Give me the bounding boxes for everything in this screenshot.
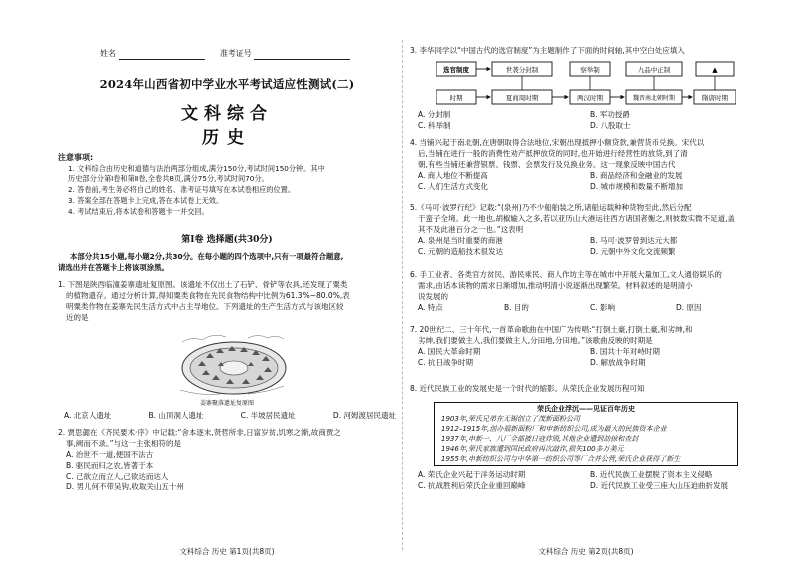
timeline-cell: 魏晋南北朝时期 <box>632 95 676 102</box>
question-line: 劣绅,我们要做主人,我们要做主人,分田地,分田地。”该歌曲反映的时期是 <box>418 335 653 345</box>
question-line: 后,当铺在进行一般的消费性劝产抵押放贷的同时,也开始进行经营性的放贷,到了清 <box>418 148 688 158</box>
timeline-blank-marker: ▲ <box>712 66 718 74</box>
rong-enterprise-timeline-box <box>434 402 738 466</box>
timeline-cell: 九品中正制 <box>637 66 671 74</box>
notes-item: 4. 考试结束后,将本试卷和答题卡一并交回。 <box>68 206 209 216</box>
option-a[interactable]: A. 国民大革命时期 <box>418 346 481 356</box>
option-a[interactable]: A. 特点 <box>418 302 443 312</box>
intro-line: 本部分共15小题,每小题2分,共30分。在每小题的四个选项中,只有一项最符合题意, <box>70 252 344 261</box>
option-b[interactable]: B. 国共十年对峙时期 <box>590 346 660 356</box>
option-c[interactable]: C. 半坡居民遗址 <box>240 411 296 420</box>
option-b[interactable]: B. 军功授爵 <box>590 110 630 119</box>
question-line: 4. 当铺兴起于南北朝,在唐朝取得合法地位,宋朝出现抵押小额贷款,兼营货币兑换。宋代以 <box>410 138 705 147</box>
question-line: 的植物遗存。通过分析计算,得知粟类食物在先民食物结构中比例为61.3%~80.0%,表 <box>66 290 350 300</box>
notes-heading: 注意事项: <box>58 153 94 162</box>
section-title: 第Ⅰ卷 选择题(共30分) <box>181 235 273 245</box>
exam-id-label: 准考证号 <box>219 49 252 58</box>
option-d[interactable]: D. 河姆渡居民遗址 <box>332 411 396 420</box>
question-3-options <box>410 110 762 132</box>
option-d[interactable]: D. 原因 <box>676 302 702 312</box>
option-a[interactable]: A. 泉州是当时重要的商港 <box>418 235 503 245</box>
question-line: 明粟类作物在姜寨先民生活方式中占主导地位。下列遗址的生产生活方式与该地区较 <box>66 301 344 311</box>
question-8-options <box>410 470 762 492</box>
option-c[interactable]: C. 元朝的造船技术很发达 <box>418 246 504 256</box>
box-line: 1946年,荣氏家族遭到国民政府再次敲诈,损失100多万美元 <box>441 444 624 453</box>
jiangzhai-settlement-illustration <box>178 330 288 398</box>
question-2 <box>58 428 396 493</box>
notes-item: 历史部分分第Ⅰ卷和第Ⅱ卷,全卷共8页,满分75分,考试时间70分。 <box>68 174 269 184</box>
column-divider <box>402 40 404 550</box>
option-b[interactable]: B. 目的 <box>504 302 529 312</box>
name-label: 姓名 <box>100 49 116 58</box>
question-line: 说发展的 <box>418 291 448 301</box>
option-b[interactable]: B. 山顶洞人遗址 <box>148 411 204 420</box>
option-c[interactable]: C. 抗战胜利后荣氏企业重回巅峰 <box>418 480 526 490</box>
question-line: 其不及此港百分之一也。”这表明 <box>418 224 524 234</box>
option-d[interactable]: D. 解放战争时期 <box>590 357 646 367</box>
option-a[interactable]: A. 北京人遗址 <box>64 411 112 420</box>
question-line: 7. 20世纪二、三十年代,一首革命歌曲在中国广为传唱:“打倒土豪,打倒土豪,和劣绅,和 <box>410 325 693 334</box>
option-c[interactable]: C. 己欲立而立人,己欲达而达人 <box>66 471 169 481</box>
candidate-info-row <box>100 48 350 60</box>
option-b[interactable]: B. 驱民而归之农,皆著于本 <box>66 460 154 470</box>
option-d[interactable]: D. 男儿何不带吴钩,收取关山五十州 <box>66 482 184 492</box>
option-d[interactable]: D. 近代民族工业受三座大山压迫曲折发展 <box>590 480 729 490</box>
timeline-label: 时期 <box>449 94 463 102</box>
question-line: 近的是 <box>66 312 89 322</box>
question-line: 5.《马可·波罗行纪》记载:“(泉州)乃不少船舶装之所,诸船运载种种货物至此,然后分配 <box>410 203 692 212</box>
option-c[interactable]: C. 科举制 <box>418 120 451 130</box>
subject-title: 文科综合 <box>181 104 273 124</box>
notes-section <box>58 152 396 218</box>
question-line: 6. 手工业者、各类官方贫民、游民乘民、商人作坊主等在城市中开展大量加工,文人通俗娱乐的 <box>410 270 722 279</box>
box-line: 1937年,申新一、八厂全部被日寇炸毁,其他企业遭到劫掠和查封 <box>441 434 639 443</box>
question-line: 1. 下图是陕西临潼姜寨遗址复原图。该遗址不仅出土了石铲、骨铲等农具,还发现了粟类 <box>58 280 348 289</box>
question-7 <box>410 325 762 369</box>
intro-line: 请选出并在答题卡上将该项涂黑。 <box>58 262 169 272</box>
question-1-options <box>64 411 396 422</box>
notes-item: 1. 文科综合由历史和道德与法治两部分组成,满分150分,考试时间150分钟。其中 <box>68 163 325 173</box>
option-d[interactable]: D. 元朝中外文化交流频繁 <box>590 246 676 256</box>
timeline-row-1 <box>436 62 734 76</box>
question-5 <box>410 203 762 257</box>
notes-item: 2. 答卷前,考生务必将自己的姓名、准考证号填写在本试卷相应的位置。 <box>68 185 296 195</box>
page-footer: 文科综合 历史 第1页(共8页) <box>179 547 275 556</box>
timeline-cell: 隋唐时期 <box>702 94 728 102</box>
exam-id-field[interactable] <box>254 50 350 60</box>
question-line: 8. 近代民族工业的发展史是一个时代的缩影。从荣氏企业发展历程可知 <box>410 384 645 393</box>
option-a[interactable]: A. 商人地位不断提高 <box>418 170 488 180</box>
question-8 <box>410 384 762 395</box>
subject-subtitle: 历史 <box>202 128 252 148</box>
timeline-row-2 <box>436 90 736 104</box>
figure-caption: 姜寨聚落遗址复原图 <box>199 400 254 407</box>
exam-title: 2024年山西省初中学业水平考试适应性测试(二) <box>99 77 355 91</box>
option-a[interactable]: A. 治世不一道,便国不法古 <box>66 449 154 459</box>
question-line: 3. 李华同学以“中国古代的选官制度”为主题制作了下面的时间轴,其中空白处应填入 <box>410 46 685 55</box>
question-line: 朝,有些当铺还兼营银票、钱票、会票发行及兑换业务。这一现象反映中国古代 <box>418 159 676 169</box>
box-line: 1955年,申新纺织公司与中华第一纺织公司等厂合并公营,荣氏企业获得了新生 <box>441 454 681 463</box>
option-c[interactable]: C. 抗日战争时期 <box>418 357 474 367</box>
section-intro <box>58 252 396 273</box>
option-b[interactable]: B. 马可·波罗曾到达元大都 <box>590 235 678 245</box>
timeline-cell: 察举制 <box>580 66 600 74</box>
page-footer: 文科综合 历史 第2页(共8页) <box>538 547 634 556</box>
question-4 <box>410 138 762 192</box>
option-c[interactable]: C. 影响 <box>590 302 616 312</box>
option-d[interactable]: D. 八股取士 <box>590 120 631 130</box>
box-title: 荣氏企业浮沉——见证百年历史 <box>537 405 635 413</box>
notes-item: 3. 答案全部在答题卡上完成,答在本试卷上无效。 <box>68 195 224 205</box>
box-line: 1903年,荣氏兄弟在无锡创立了茂新面粉公司 <box>441 414 581 423</box>
question-1 <box>58 280 396 324</box>
option-a[interactable]: A. 荣氏企业兴起于洋务运动时期 <box>418 470 526 479</box>
question-3 <box>410 46 762 57</box>
option-b[interactable]: B. 近代民族工业摆脱了资本主义侵略 <box>590 470 713 479</box>
question-line: 于蛮子全境。此一地也,胡椒输入之多,若以亚历山大港运往西方诸国者衡之,则彼数实微不足道,盖 <box>418 213 736 223</box>
box-line: 1912–1915年,创办福新面粉厂和申新纺织公司,成为最大的民族资本企业 <box>441 424 667 433</box>
timeline-label: 选官制度 <box>443 66 469 74</box>
timeline-diagram <box>436 60 736 110</box>
option-d[interactable]: D. 城市规模和数量不断增加 <box>590 181 684 191</box>
left-column <box>58 0 396 561</box>
timeline-cell: 世袭分封制 <box>505 66 539 74</box>
timeline-cell: 夏商周时期 <box>505 94 539 102</box>
option-a[interactable]: A. 分封制 <box>418 110 451 119</box>
right-column <box>410 0 762 561</box>
name-field[interactable] <box>119 50 205 60</box>
question-line: 2. 贾思勰在《齐民要术·序》中记载:“舍本逐末,贤哲所非,日富岁贫,饥寒之渐,故商贾之 <box>58 428 341 437</box>
timeline-cell: 两汉时期 <box>577 94 603 102</box>
question-line: 需求,由话本读物的需求日渐增加,推动明清小说逐渐出现繁荣。材料叙述的是明清小 <box>418 280 693 290</box>
option-b[interactable]: B. 商品经济和金融业的发展 <box>590 170 683 180</box>
question-6 <box>410 270 762 314</box>
question-line: 事,阙而不录。”与这一主张相符的是 <box>66 438 182 448</box>
option-c[interactable]: C. 人们生活方式变化 <box>418 181 489 191</box>
